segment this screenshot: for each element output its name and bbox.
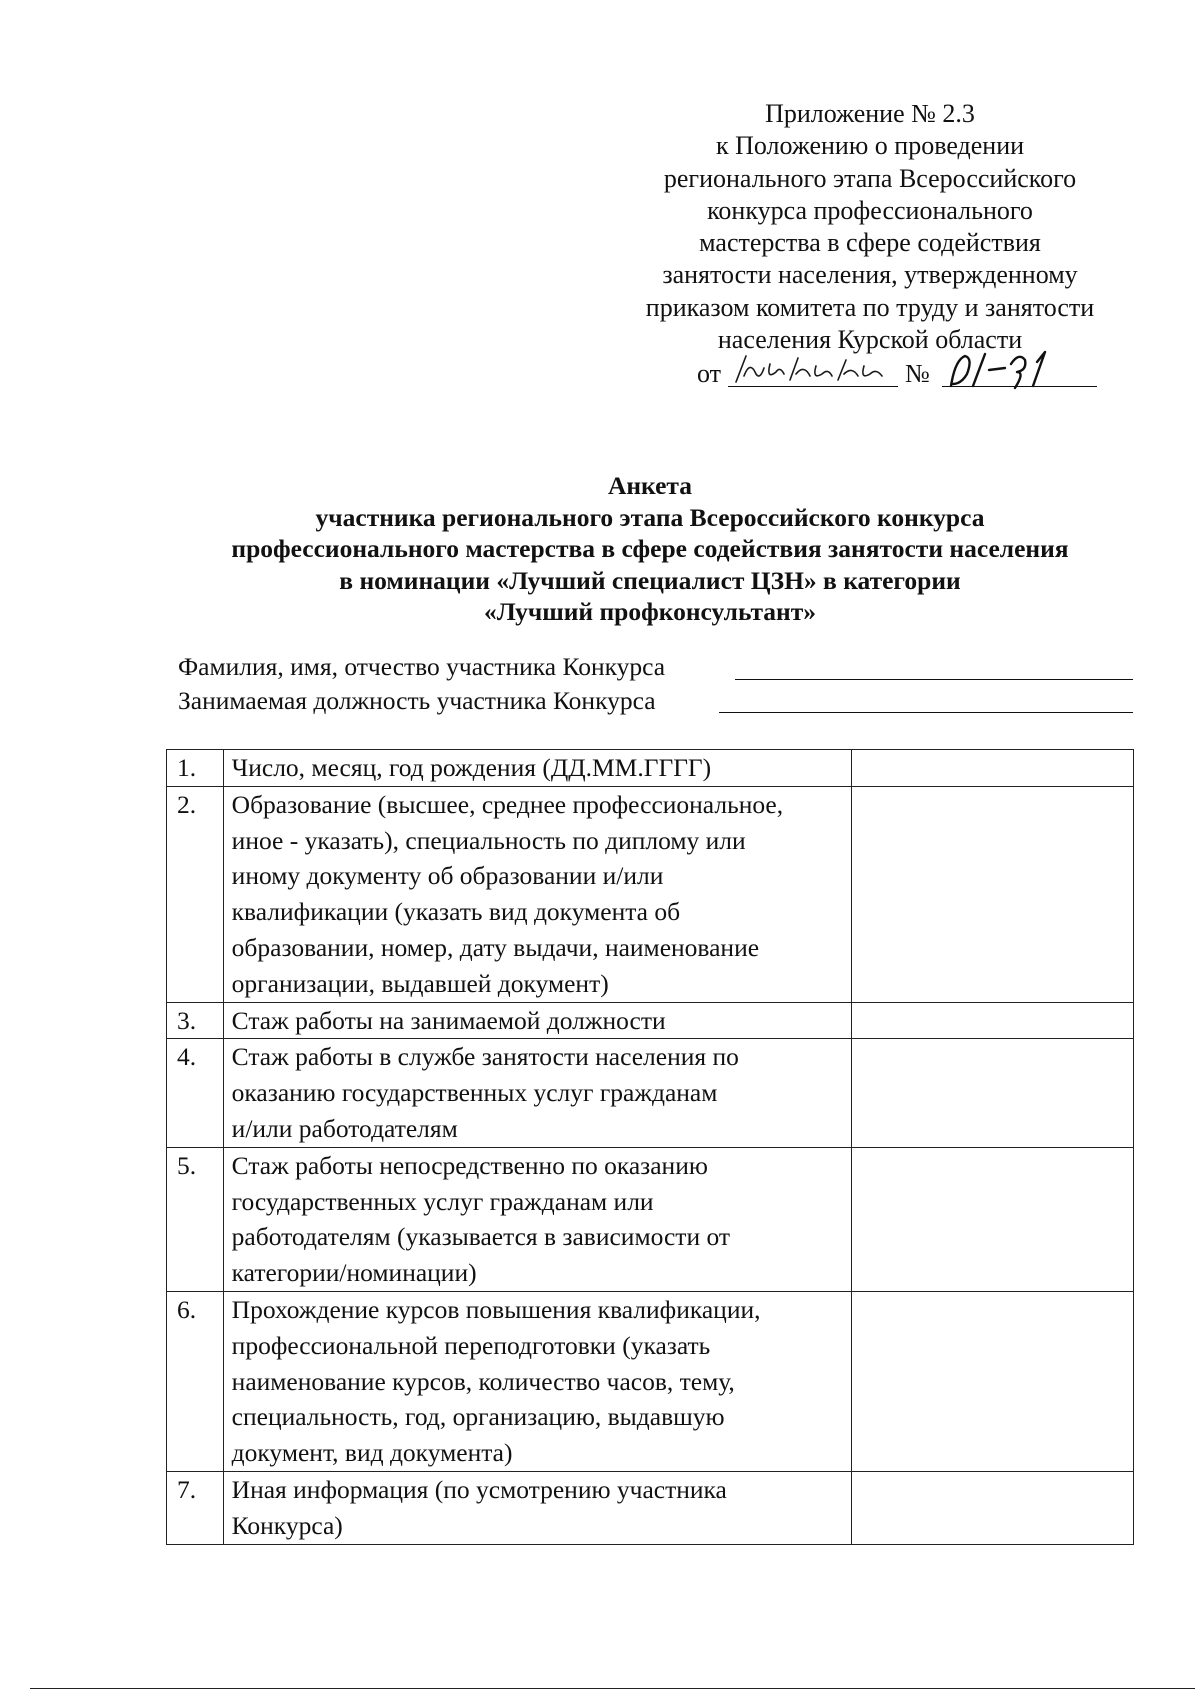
question-line: Стаж работы в службе занятости населения по	[231, 1042, 739, 1072]
row-number: 5.	[167, 1147, 224, 1291]
row-question	[223, 1002, 851, 1039]
row-number: 4.	[167, 1039, 224, 1147]
question-line: иному документу об образовании и/или	[231, 861, 664, 891]
question-line: организации, выдавшей документ)	[231, 968, 609, 998]
table-row	[167, 1291, 1134, 1471]
question-line: Стаж работы непосредственно по оказанию	[231, 1150, 708, 1180]
question-line: документ, вид документа)	[231, 1438, 513, 1468]
appendix-line: населения Курской области	[717, 325, 1023, 355]
title-line: «Лучший профконсультант»	[483, 597, 817, 626]
row-answer-cell[interactable]	[851, 786, 1133, 1002]
handwritten-number	[945, 346, 1065, 390]
row-question	[223, 786, 851, 1002]
question-line: наименование курсов, количество часов, тему,	[231, 1366, 735, 1396]
full-name-field[interactable]	[735, 679, 1133, 680]
question-line: и/или работодателям	[231, 1113, 458, 1143]
title-line: участника регионального этапа Всероссийского конкурса	[315, 502, 985, 532]
question-line: государственных услуг гражданам или	[231, 1186, 654, 1216]
row-question	[223, 1291, 851, 1471]
title-line: профессионального мастерства в сфере содействия занятости населения	[231, 534, 1069, 563]
document-title	[150, 470, 1150, 628]
row-number: 6.	[167, 1291, 224, 1471]
position-field[interactable]	[719, 712, 1133, 713]
question-line: профессиональной переподготовки (указать	[231, 1330, 711, 1360]
date-prefix: от	[697, 359, 722, 389]
number-sign: №	[905, 359, 930, 389]
appendix-line: мастерства в сфере содействия	[699, 228, 1041, 258]
order-date-number-line	[600, 356, 1140, 392]
question-line: квалификации (указать вид документа об	[231, 897, 681, 927]
question-line: Образование (высшее, среднее профессиональное,	[231, 789, 784, 819]
question-line: категории/номинации)	[231, 1258, 477, 1288]
full-name-label: Фамилия, имя, отчество участника Конкурса	[178, 652, 666, 681]
table-row	[167, 786, 1134, 1002]
question-line: Число, месяц, год рождения (ДД.ММ.ГГГГ)	[231, 753, 712, 782]
appendix-line: конкурса профессионального	[707, 195, 1033, 225]
question-line: иное - указать), специальность по диплому или	[231, 825, 746, 855]
row-number: 1.	[167, 750, 224, 787]
row-number: 2.	[167, 786, 224, 1002]
table-row	[167, 750, 1134, 787]
appendix-line: регионального этапа Всероссийского	[663, 163, 1077, 193]
title-line: Анкета	[607, 471, 693, 500]
question-line: Прохождение курсов повышения квалификации,	[231, 1294, 761, 1324]
survey-table	[166, 749, 1134, 1545]
appendix-line: приказом комитета по труду и занятости	[645, 292, 1095, 322]
table-row	[167, 1039, 1134, 1147]
row-question	[223, 1147, 851, 1291]
appendix-line: к Положению о проведении	[715, 131, 1025, 161]
handwritten-date	[732, 350, 892, 390]
row-number: 3.	[167, 1002, 224, 1039]
question-line: образовании, номер, дату выдачи, наименование	[231, 932, 760, 962]
row-answer-cell[interactable]	[851, 1471, 1133, 1544]
question-line: работодателям (указывается в зависимости от	[231, 1222, 731, 1252]
question-line: специальность, год, организацию, выдавшую	[231, 1402, 725, 1432]
appendix-line: занятости населения, утвержденному	[662, 260, 1078, 290]
appendix-line: Приложение № 2.3	[765, 99, 975, 128]
table-row	[167, 1002, 1134, 1039]
row-answer-cell[interactable]	[851, 1291, 1133, 1471]
question-line: оказанию государственных услуг гражданам	[231, 1078, 718, 1108]
question-line: Стаж работы на занимаемой должности	[231, 1005, 666, 1035]
row-number: 7.	[167, 1471, 224, 1544]
question-line: Конкурса)	[231, 1510, 343, 1540]
row-answer-cell[interactable]	[851, 750, 1133, 787]
survey-table-body	[167, 750, 1134, 1545]
bottom-rule	[30, 1688, 1195, 1689]
row-question	[223, 750, 851, 787]
row-answer-cell[interactable]	[851, 1002, 1133, 1039]
table-row	[167, 1471, 1134, 1544]
row-answer-cell[interactable]	[851, 1039, 1133, 1147]
row-answer-cell[interactable]	[851, 1147, 1133, 1291]
question-line: Иная информация (по усмотрению участника	[231, 1474, 727, 1504]
position-label: Занимаемая должность участника Конкурса	[178, 686, 656, 715]
table-row	[167, 1147, 1134, 1291]
row-question	[223, 1471, 851, 1544]
appendix-header	[600, 98, 1140, 392]
title-line: в номинации «Лучший специалист ЦЗН» в категории	[339, 565, 961, 595]
row-question	[223, 1039, 851, 1147]
